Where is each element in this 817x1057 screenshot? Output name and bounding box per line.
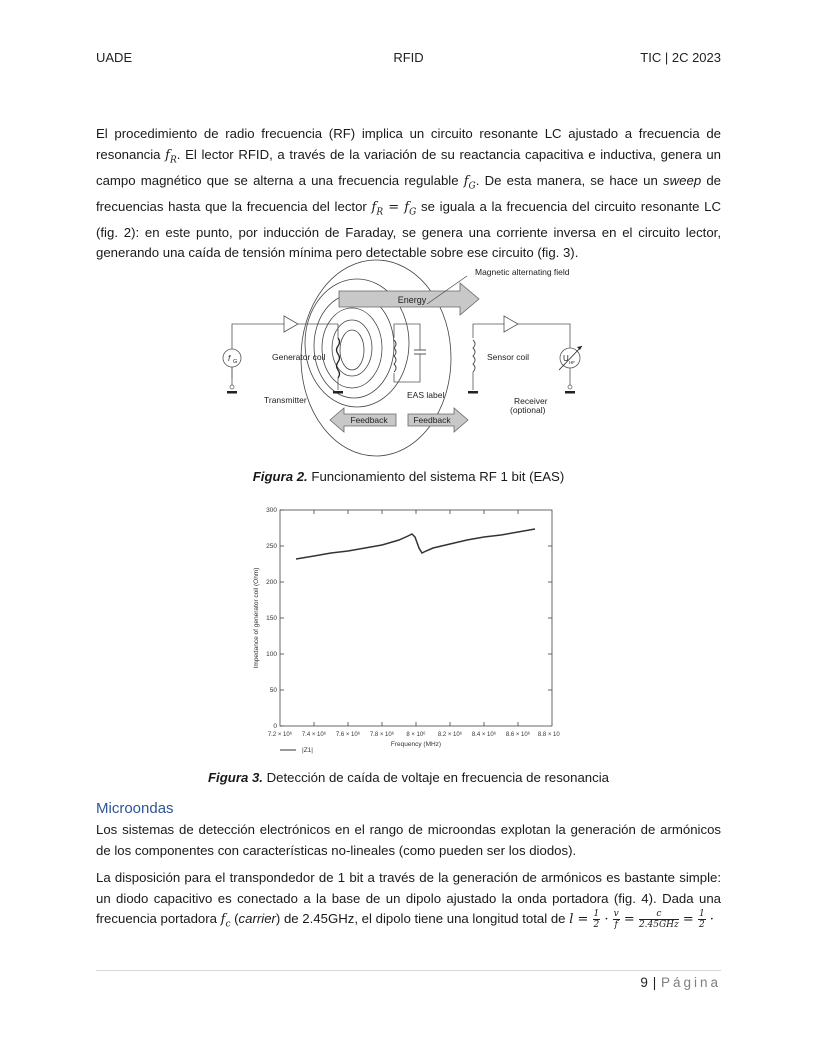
svg-text:Feedback: Feedback bbox=[350, 415, 388, 425]
svg-text:7.6 × 10⁶: 7.6 × 10⁶ bbox=[335, 732, 361, 738]
figure-impedance-chart bbox=[240, 502, 560, 760]
math-fR: $f_R$ bbox=[165, 147, 177, 166]
svg-text:200: 200 bbox=[266, 579, 277, 586]
figure3-caption: Figura 3. Detección de caída de voltaje en frecuencia de resonancia bbox=[208, 770, 609, 785]
header-institution: UADE bbox=[96, 50, 133, 65]
svg-text:Magnetic alternating field: Magnetic alternating field bbox=[475, 267, 570, 277]
paragraph-microwave-detection: Los sistemas de detección electrónicos en el rango de microondas explotan la generación de armónicos de los componentes con características no-lineales (como pueden ser los diodos). bbox=[96, 822, 721, 858]
paragraph-rf-procedure: El procedimiento de radio frecuencia (RF) implica un circuito resonante LC ajustado a frecuencia de resonancia $f_R$. El lector RFID, a través de la variación de su reactancia capacitiva e inductiva, genera un campo magnético que se alterna a una frecuencia regulable $f_G$. De esta manera, se hace un sweep de frecuencias hasta que la frecuencia del lector $f_R = f_G$ se iguala a la frecuencia del circuito resonante LC (fig. 2): en este punto, por inducción de Faraday, se genera una corriente inversa en el circuito lector, generando una caída de tensión mínima pero detectable sobre ese circuito (fig. 3). bbox=[96, 126, 722, 261]
svg-text:HF: HF bbox=[569, 360, 575, 365]
page-footer: 9 | Página bbox=[640, 975, 721, 990]
series-z1-line bbox=[296, 529, 535, 559]
svg-text:8.2 × 10⁶: 8.2 × 10⁶ bbox=[437, 732, 463, 738]
svg-text:Generator coil: Generator coil bbox=[272, 352, 326, 362]
rf-system-diagram bbox=[222, 258, 600, 458]
svg-text:f: f bbox=[228, 354, 231, 363]
paragraph-transponder-setup: La disposición para el transpondedor de 1 bit a través de la generación de armónicos es bastante simple: un diodo capacitivo es conectado a la base de un dipolo ajustado la onda portadora (fig. 4). Dada una frecuencia portadora $f_c$ (carrier) de 2.45GHz, el dipolo tiene una longitud total de l = $\frac{1}{2}$ · $\frac{v}{f}$ = $\frac{c}{\text{2.45GHz}}$ = $\frac{1}{2}$ · bbox=[96, 870, 721, 930]
svg-text:0: 0 bbox=[273, 723, 277, 730]
section-heading-microondas: Microondas bbox=[96, 800, 174, 817]
svg-text:8.4 × 10⁶: 8.4 × 10⁶ bbox=[471, 732, 497, 738]
header-topic: RFID bbox=[393, 50, 424, 65]
svg-text:G: G bbox=[233, 359, 238, 365]
svg-text:(optional): (optional) bbox=[510, 405, 546, 415]
impedance-line-chart bbox=[240, 502, 560, 760]
svg-text:Receiver: Receiver bbox=[514, 396, 548, 406]
svg-text:7.4 × 10⁶: 7.4 × 10⁶ bbox=[301, 732, 327, 738]
figure2-caption: Figura 2. Funcionamiento del sistema RF 1 bit (EAS) bbox=[252, 469, 565, 484]
svg-text:100: 100 bbox=[266, 651, 277, 658]
math-dipole-length: l = $\frac{1}{2}$ · $\frac{v}{f}$ = $\frac{c}{\text{2.45GHz}}$ = $\frac{1}{2}$ · bbox=[569, 909, 714, 930]
math-fG: $f_G$ bbox=[463, 173, 476, 192]
generator-source-icon bbox=[223, 349, 241, 367]
svg-text:Frequency (MHz): Frequency (MHz) bbox=[390, 741, 442, 748]
svg-text:300: 300 bbox=[266, 507, 277, 514]
page-number: 9 bbox=[640, 975, 649, 990]
svg-text:7.8 × 10⁶: 7.8 × 10⁶ bbox=[369, 732, 395, 738]
figure-rf-diagram bbox=[222, 258, 600, 458]
math-fR-equals-fG: $f_R = f_G$ bbox=[371, 199, 417, 218]
svg-text:150: 150 bbox=[266, 615, 277, 622]
svg-text:Transmitter: Transmitter bbox=[264, 395, 307, 405]
math-fc: $f_c$ bbox=[220, 912, 231, 930]
footer-divider bbox=[96, 970, 721, 971]
page-header bbox=[96, 50, 721, 68]
svg-text:U: U bbox=[563, 354, 569, 363]
page-label: Página bbox=[660, 975, 721, 990]
svg-text:50: 50 bbox=[269, 687, 277, 694]
svg-text:7.2 × 10⁶: 7.2 × 10⁶ bbox=[267, 732, 293, 738]
svg-text:8.8 × 10⁶: 8.8 × 10⁶ bbox=[537, 732, 560, 738]
header-course: TIC | 2C 2023 bbox=[640, 50, 721, 65]
svg-text:8.6 × 10⁶: 8.6 × 10⁶ bbox=[505, 732, 531, 738]
svg-text:Sensor coil: Sensor coil bbox=[487, 352, 530, 362]
svg-text:Feedback: Feedback bbox=[413, 415, 451, 425]
svg-text:|Z1|: |Z1| bbox=[302, 747, 313, 754]
svg-text:EAS label: EAS label bbox=[407, 390, 445, 400]
svg-text:Impedance of generator coil (O: Impedance of generator coil (Ohm) bbox=[253, 567, 260, 669]
svg-text:250: 250 bbox=[266, 543, 277, 550]
svg-text:Energy: Energy bbox=[397, 295, 427, 305]
svg-text:8 × 10⁶: 8 × 10⁶ bbox=[406, 732, 426, 738]
